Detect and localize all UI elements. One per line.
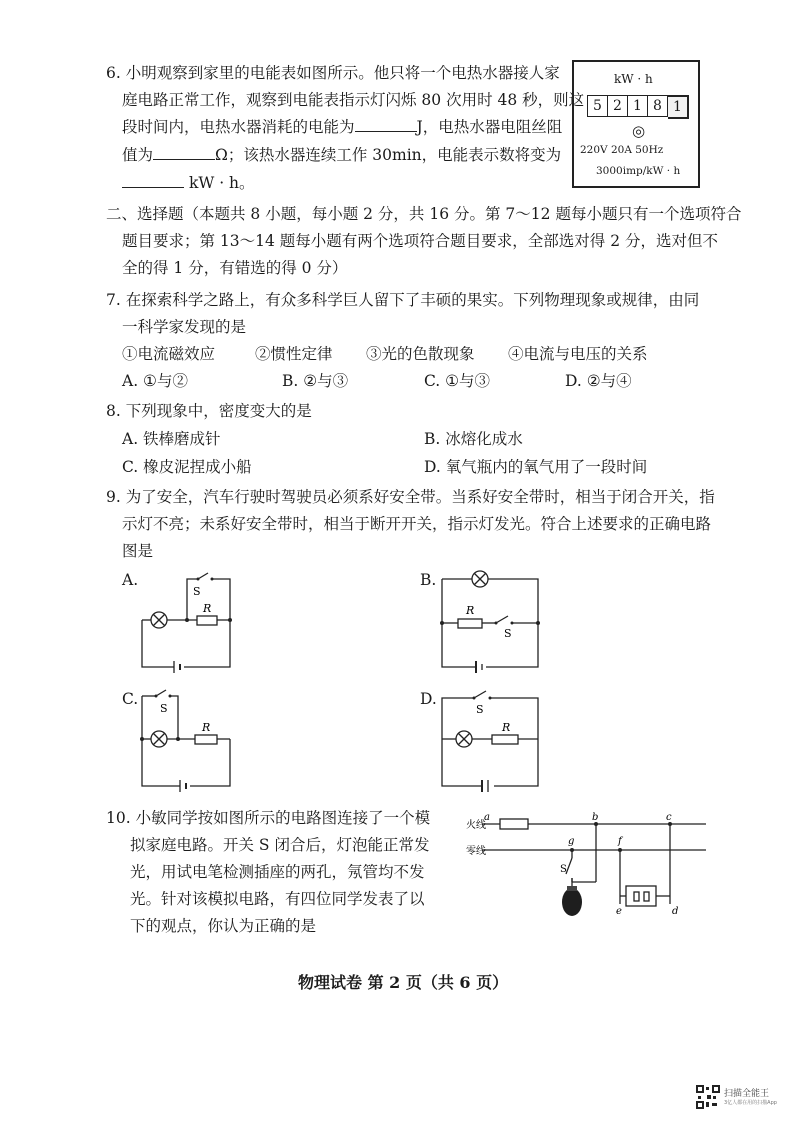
- section2-line2: 题目要求；第 13～14 题每小题有两个选项符合题目要求，全部选对得 2 分，选对但不: [122, 232, 719, 250]
- q8-option-a[interactable]: A. 铁棒磨成针: [122, 430, 221, 448]
- q10-line3: 光，用试电笔检测插座的两孔，氖管均不发: [130, 863, 425, 881]
- meter-digit: 2: [608, 95, 628, 117]
- answer-blank-resistance[interactable]: [153, 145, 215, 160]
- q8-option-c[interactable]: C. 橡皮泥捏成小船: [122, 458, 252, 476]
- q6-line1: 6. 小明观察到家里的电能表如图所示。他只将一个电热水器接人家: [106, 64, 560, 82]
- q6-line5: kW · h。: [122, 172, 255, 194]
- answer-blank-energy[interactable]: [355, 117, 417, 132]
- q7-item: ③光的色散现象: [366, 345, 475, 363]
- q7-line1: 7. 在探索科学之路上，有众多科学巨人留下了丰硕的果实。下列物理现象或规律，由同: [106, 291, 700, 309]
- circuit-label-c[interactable]: C.: [122, 690, 139, 708]
- q8-option-d[interactable]: D. 氧气瓶内的氧气用了一段时间: [424, 458, 648, 476]
- q7-item: ①电流磁效应: [122, 345, 216, 363]
- circuit-label-b[interactable]: B.: [420, 571, 437, 589]
- circuit-label-d[interactable]: D.: [420, 690, 437, 708]
- indicator-light-icon: ◎: [632, 122, 646, 140]
- circuit-label-a[interactable]: A.: [122, 571, 139, 589]
- q7-option-d[interactable]: D. ②与④: [565, 372, 632, 390]
- q7-option-a[interactable]: A. ①与②: [122, 372, 188, 390]
- answer-blank-reading[interactable]: [122, 173, 184, 188]
- switch-label: S: [504, 627, 512, 640]
- q10-line4: 光。针对该模拟电路，有四位同学发表了以: [130, 890, 425, 908]
- section2-line1: 二、选择题（本题共 8 小题，每小题 2 分，共 16 分。第 7～12 题每小题只有一个选项符合: [106, 205, 742, 223]
- point-label-a: a: [484, 812, 490, 823]
- q7-item: ④电流与电压的关系: [508, 345, 648, 363]
- q8-option-b[interactable]: B. 冰熔化成水: [424, 430, 523, 448]
- switch-label: S: [160, 702, 168, 715]
- resistor-label: R: [203, 602, 212, 615]
- q9-line1: 9. 为了安全，汽车行驶时驾驶员必须系好安全带。当系好安全带时，相当于闭合开关，指: [106, 488, 715, 506]
- q6-line4: 值为 Ω；该热水器连续工作 30min，电能表示数将变为: [122, 146, 562, 164]
- point-label-b: b: [592, 812, 599, 823]
- q8-line1: 8. 下列现象中，密度变大的是: [106, 402, 312, 420]
- circuit-c-diagram[interactable]: [130, 684, 250, 794]
- q7-option-b[interactable]: B. ②与③: [282, 372, 349, 390]
- point-label-c: c: [666, 812, 672, 823]
- qr-code-icon: [695, 1084, 721, 1110]
- q6-line3: 段时间内，电热水器消耗的电能为 J，电热水器电阻丝阻: [122, 118, 563, 136]
- watermark-subtitle: 3亿人都在用的扫描App: [724, 1100, 777, 1106]
- switch-label: S: [476, 703, 484, 716]
- neutral-wire-label: 零线: [466, 846, 486, 857]
- q7-option-c[interactable]: C. ①与③: [424, 372, 491, 390]
- meter-rating: 220V 20A 50Hz: [580, 144, 664, 156]
- q7-item: ②惯性定律: [255, 345, 333, 363]
- q9-line3: 图是: [122, 542, 154, 560]
- circuit-d-diagram[interactable]: [430, 684, 550, 794]
- meter-digit-decimal: 1: [668, 95, 689, 119]
- watermark-title: 扫描全能王: [724, 1089, 770, 1099]
- household-circuit-diagram: [466, 806, 708, 926]
- section2-line3: 全的得 1 分，有错选的得 0 分）: [122, 259, 348, 277]
- q9-line2: 示灯不亮；未系好安全带时，相当于断开开关，指示灯发光。符合上述要求的正确电路: [122, 515, 712, 533]
- point-label-g: g: [568, 836, 575, 847]
- meter-constant: 3000imp/kW · h: [596, 165, 681, 177]
- meter-digit: 5: [587, 95, 608, 117]
- q7-line2: 一科学家发现的是: [122, 318, 247, 336]
- q10-line2: 拟家庭电路。开关 S 闭合后，灯泡能正常发: [130, 836, 430, 854]
- page-footer: 物理试卷 第 2 页（共 6 页）: [298, 973, 509, 992]
- point-label-d: d: [672, 906, 679, 917]
- live-wire-label: 火线: [466, 820, 486, 831]
- meter-digits: [587, 95, 689, 119]
- circuit-b-diagram[interactable]: [430, 565, 550, 675]
- q6-line2: 庭电路正常工作，观察到电能表指示灯闪烁 80 次用时 48 秒，则这: [122, 91, 585, 109]
- point-label-e: e: [616, 906, 622, 917]
- meter-digit: 8: [648, 95, 668, 117]
- resistor-label: R: [502, 721, 511, 734]
- q10-line5: 下的观点，你认为正确的是: [130, 917, 317, 935]
- circuit-a-diagram[interactable]: [130, 565, 250, 675]
- point-label-f: f: [618, 836, 622, 847]
- meter-digit: 1: [628, 95, 648, 117]
- meter-unit: kW · h: [614, 72, 653, 86]
- switch-label: S: [193, 585, 201, 598]
- q10-line1: 10. 小敏同学按如图所示的电路图连接了一个模: [106, 809, 431, 827]
- resistor-label: R: [202, 721, 211, 734]
- switch-label: S: [560, 864, 567, 875]
- electricity-meter-figure: [572, 60, 700, 188]
- resistor-label: R: [466, 604, 475, 617]
